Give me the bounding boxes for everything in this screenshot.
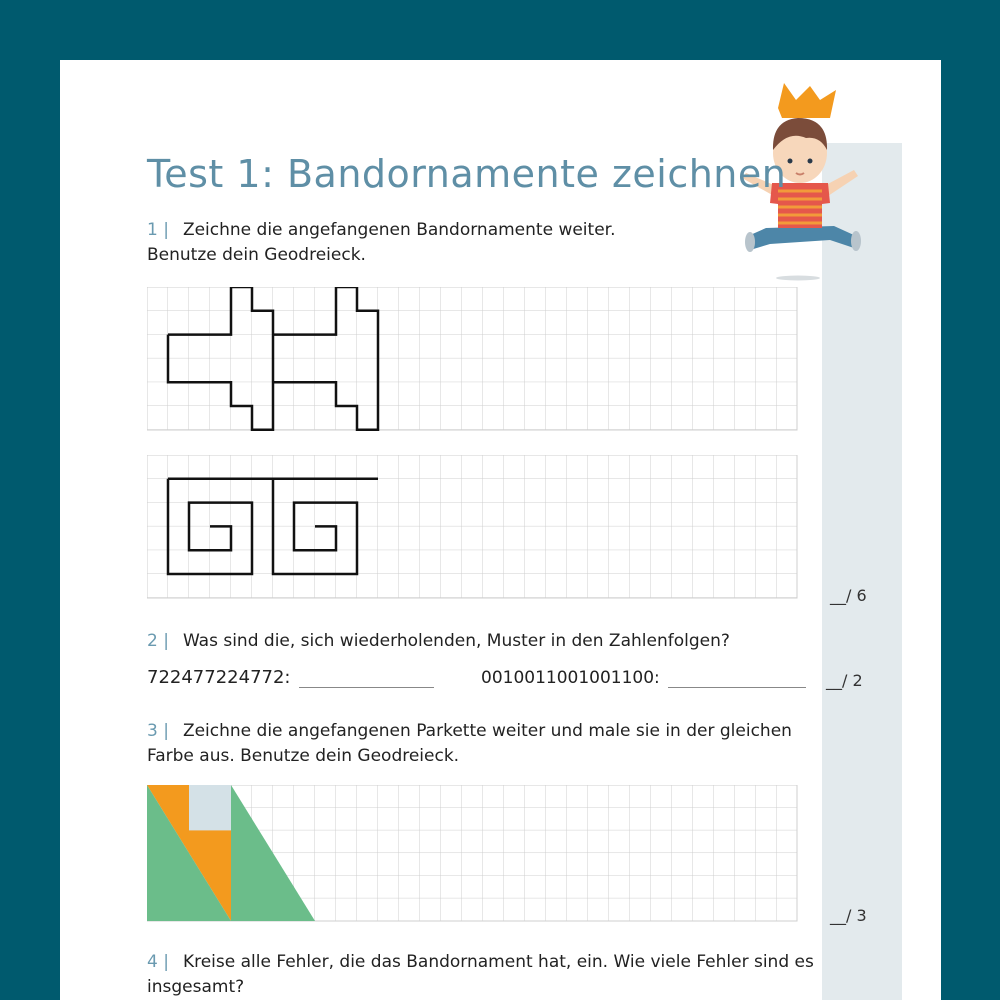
task-text: Zeichne die angefangenen Bandornamente weiter. [182,220,616,240]
sequence-a [147,667,434,688]
task-number: 3 | [147,721,169,741]
task-number: 4 | [147,952,169,972]
task-3-instruction-line2: Farbe aus. Benutze dein Geodreieck. [147,746,460,766]
sequence-b-label: 0010011001001100: [481,668,660,688]
task-1-instruction [147,218,616,243]
task-1-score: __/ 6 [830,586,867,605]
task-3-instruction [147,719,792,744]
light-blue-parquet-tile [189,785,231,830]
task-2-instruction [147,629,730,654]
parquet-grid[interactable] [147,785,799,925]
sequence-a-label: 722477224772: [147,667,291,688]
task-text: Zeichne die angefangenen Parkette weiter und male sie in der gleichen [182,721,792,741]
task-1-instruction-line2: Benutze dein Geodreieck. [147,245,366,265]
task-4-instruction-line2: insgesamt? [147,977,245,997]
task-text: Was sind die, sich wiederholenden, Muster in den Zahlenfolgen? [182,631,730,651]
sequence-a-answer-field[interactable] [299,667,434,688]
sequence-b [481,667,806,688]
task-4-instruction [147,950,814,975]
task-3-score: __/ 3 [830,906,867,925]
task-number: 1 | [147,220,169,240]
page-title: Test 1: Bandornamente zeichnen [147,152,787,196]
ornament-grid-1[interactable] [147,287,799,433]
ornament-grid-2[interactable] [147,455,799,601]
task-2-score: __/ 2 [826,671,863,690]
sequence-b-answer-field[interactable] [668,667,806,688]
task-number: 2 | [147,631,169,651]
task-text: Kreise alle Fehler, die das Bandornament hat, ein. Wie viele Fehler sind es [182,952,814,972]
